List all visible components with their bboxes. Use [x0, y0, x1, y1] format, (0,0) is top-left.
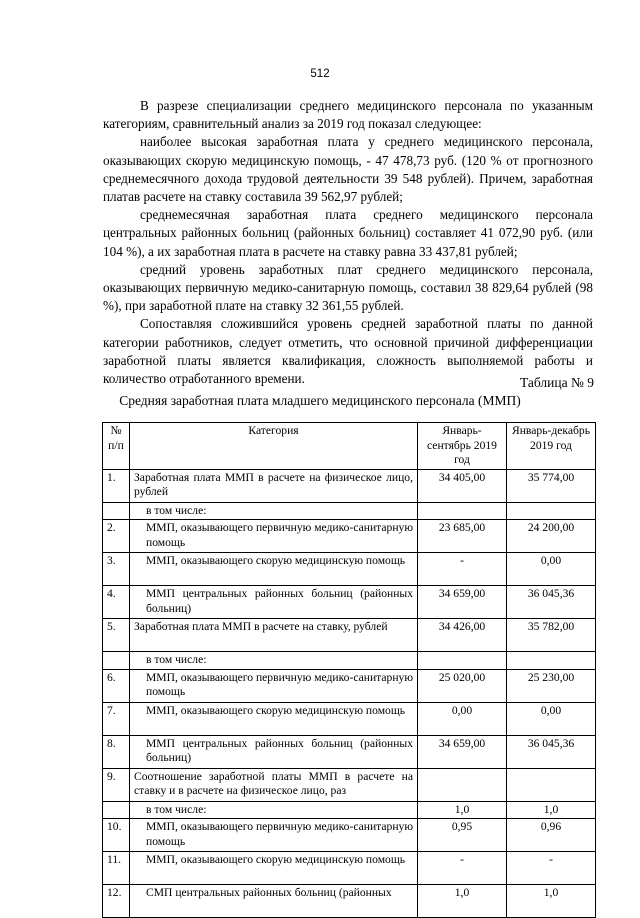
row-num [103, 801, 130, 819]
table-header-row [103, 423, 596, 470]
row-value-period-2: 1,0 [507, 801, 596, 819]
row-category: ММП, оказывающего первичную медико-санитарную помощь [130, 819, 418, 852]
row-num: 10. [103, 819, 130, 852]
table-row [103, 652, 596, 670]
row-value-period-1: 25 020,00 [418, 669, 507, 702]
table-row [103, 619, 596, 652]
table-row [103, 852, 596, 885]
table-row [103, 885, 596, 918]
row-value-period-2: 25 230,00 [507, 669, 596, 702]
row-category: Заработная плата ММП в расчете на ставку, рублей [130, 619, 418, 652]
paragraph: среднемесячная заработная плата среднего медицинского персонала центральных районных больниц (районных больниц) составляет 41 072,90 руб. (или 104 %), а их заработная плата в расчете на ставку равна 33 437,81 рублей; [103, 207, 593, 259]
row-value-period-2 [507, 652, 596, 670]
row-value-period-2: 36 045,36 [507, 586, 596, 619]
table-row [103, 768, 596, 801]
table-row [103, 801, 596, 819]
row-value-period-2: 0,96 [507, 819, 596, 852]
row-num [103, 652, 130, 670]
table-row [103, 669, 596, 702]
row-category: ММП, оказывающего скорую медицинскую помощь [130, 553, 418, 586]
row-value-period-1: 34 659,00 [418, 586, 507, 619]
row-value-period-1 [418, 652, 507, 670]
row-value-period-1: 34 659,00 [418, 735, 507, 768]
row-num [103, 502, 130, 520]
row-category: ММП центральных районных больниц (районных больниц) [130, 735, 418, 768]
row-category: Заработная плата ММП в расчете на физическое лицо, рублей [130, 469, 418, 502]
row-category: в том числе: [130, 652, 418, 670]
row-value-period-2: 35 782,00 [507, 619, 596, 652]
table-body [103, 469, 596, 918]
row-value-period-2: 1,0 [507, 885, 596, 918]
header-num: № п/п [103, 423, 130, 470]
row-value-period-2: - [507, 852, 596, 885]
row-value-period-2: 36 045,36 [507, 735, 596, 768]
row-num: 12. [103, 885, 130, 918]
row-num: 11. [103, 852, 130, 885]
row-category: ММП, оказывающего скорую медицинскую помощь [130, 852, 418, 885]
table-row [103, 702, 596, 735]
table-row [103, 502, 596, 520]
paragraph: Сопоставляя сложившийся уровень средней заработной платы по данной категории работников, следует отметить, что основной причиной дифференциации заработной платы является квалификация, сложность выполняемой работы и количество отработанного времени. [103, 316, 593, 387]
table-caption: Таблица № 9 [520, 375, 594, 390]
row-value-period-2: 35 774,00 [507, 469, 596, 502]
row-value-period-1: - [418, 553, 507, 586]
row-num: 6. [103, 669, 130, 702]
row-num: 7. [103, 702, 130, 735]
row-value-period-2 [507, 502, 596, 520]
row-value-period-1: 34 405,00 [418, 469, 507, 502]
paragraph: В разрезе специализации среднего медицинского персонала по указанным категориям, сравнительный анализ за 2019 год показал следующее: [103, 98, 593, 132]
row-category: ММП, оказывающего первичную медико-санитарную помощь [130, 520, 418, 553]
row-value-period-1: 1,0 [418, 801, 507, 819]
header-period-1: Январь-сентябрь 2019 год [418, 423, 507, 470]
row-value-period-1: 0,00 [418, 702, 507, 735]
table-row [103, 735, 596, 768]
body-text [103, 97, 593, 388]
row-num: 1. [103, 469, 130, 502]
row-value-period-1: 34 426,00 [418, 619, 507, 652]
table-row [103, 553, 596, 586]
row-category: Соотношение заработной платы ММП в расчете на ставку и в расчете на физическое лицо, раз [130, 768, 418, 801]
row-num: 9. [103, 768, 130, 801]
row-value-period-1: 0,95 [418, 819, 507, 852]
row-num: 8. [103, 735, 130, 768]
row-value-period-2 [507, 768, 596, 801]
row-value-period-1 [418, 768, 507, 801]
row-num: 4. [103, 586, 130, 619]
row-value-period-2: 0,00 [507, 553, 596, 586]
row-category: ММП центральных районных больниц (районных больниц) [130, 586, 418, 619]
table-row [103, 586, 596, 619]
header-period-2: Январь-декабрь 2019 год [507, 423, 596, 470]
row-num: 2. [103, 520, 130, 553]
page-number: 512 [310, 68, 330, 80]
row-category: ММП, оказывающего скорую медицинскую помощь [130, 702, 418, 735]
row-category: в том числе: [130, 502, 418, 520]
table-row [103, 819, 596, 852]
row-num: 5. [103, 619, 130, 652]
row-value-period-2: 24 200,00 [507, 520, 596, 553]
salary-table [102, 422, 596, 918]
table-row [103, 520, 596, 553]
row-value-period-1: 1,0 [418, 885, 507, 918]
table-title: Средняя заработная плата младшего медицинского персонала (ММП) [119, 393, 521, 408]
paragraph: наиболее высокая заработная плата у среднего медицинского персонала, оказывающих скорую медицинскую помощь, - 47 478,73 руб. (120 % от прогнозного среднемесячного дохода трудовой деятельности 39 548 рублей). Причем, заработная платав расчете на ставку составила 39 562,97 рублей; [103, 134, 593, 205]
row-category: в том числе: [130, 801, 418, 819]
row-category: СМП центральных районных больниц (районных [130, 885, 418, 918]
header-category: Категория [130, 423, 418, 470]
row-num: 3. [103, 553, 130, 586]
row-value-period-1: - [418, 852, 507, 885]
row-value-period-1: 23 685,00 [418, 520, 507, 553]
row-value-period-2: 0,00 [507, 702, 596, 735]
table-row [103, 469, 596, 502]
row-category: ММП, оказывающего первичную медико-санитарную помощь [130, 669, 418, 702]
row-value-period-1 [418, 502, 507, 520]
paragraph: средний уровень заработных плат среднего медицинского персонала, оказывающих первичную медико-санитарную помощь, составил 38 829,64 рублей (98 %), при заработной плате на ставку 32 361,55 рублей. [103, 261, 593, 314]
